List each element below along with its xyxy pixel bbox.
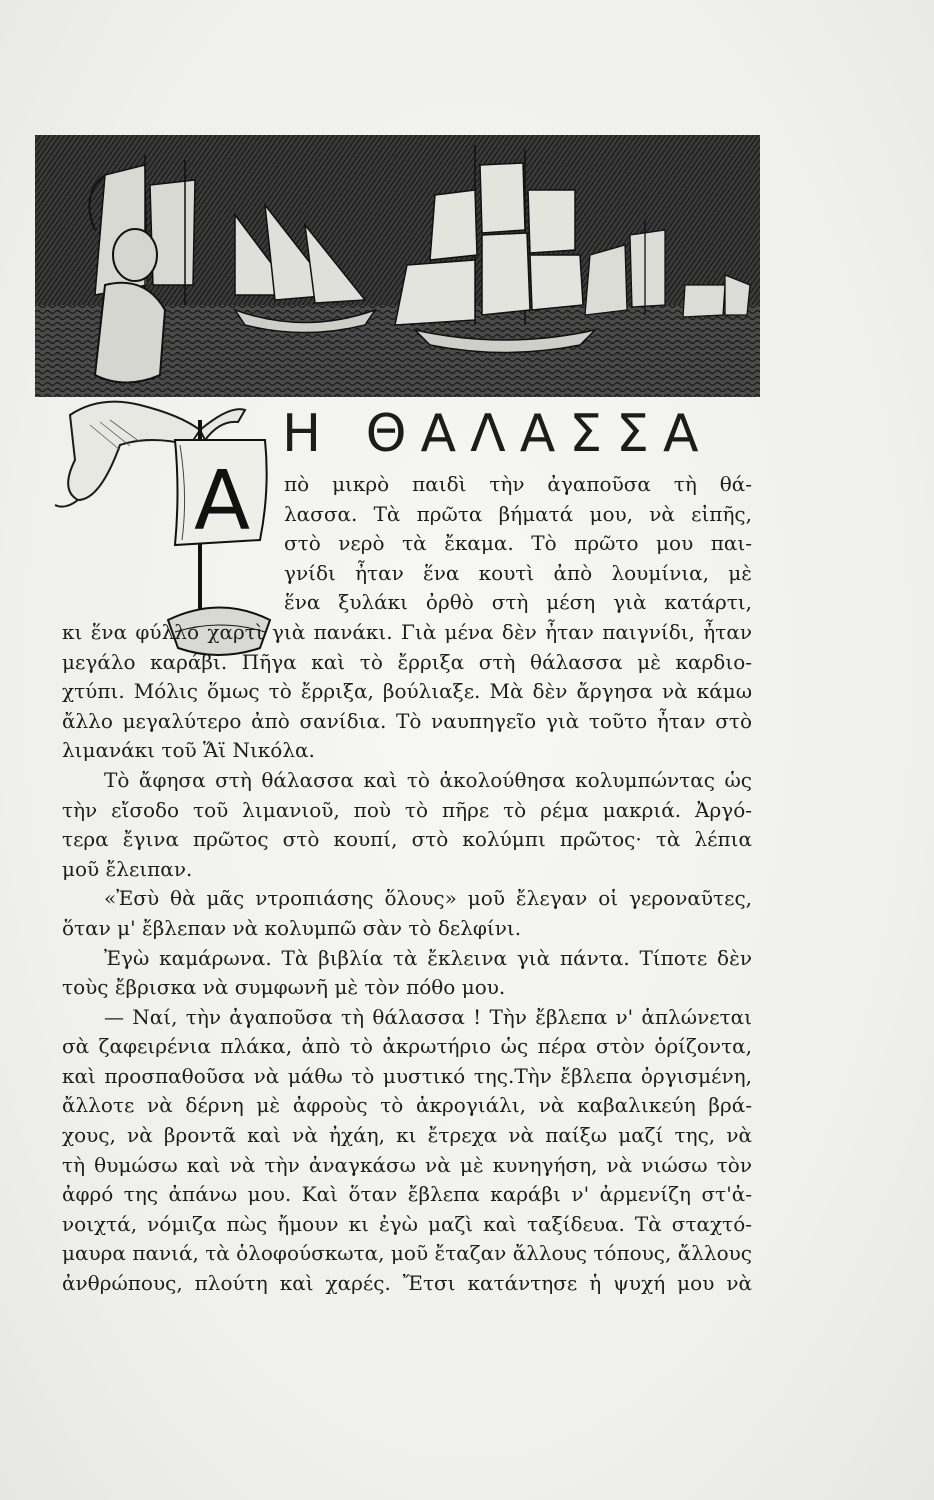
text-line: ἀνθρώπους, πλούτη καὶ χαρές. Ἔτσι κατάντησε ἡ ψυχή μου νὰ: [62, 1271, 752, 1296]
text-line: χους, νὰ βροντᾶ καὶ νὰ ἠχάη, κι ἔτρεχα νὰ παίξω μαζί της, νὰ: [62, 1123, 752, 1148]
text-line: κι ἕνα φύλλο χαρτὶ γιὰ πανάκι. Γιὰ μένα δὲν ἦταν παιγνίδι, ἦταν: [62, 619, 752, 644]
text-line: τοὺς ἔβρισκα νὰ συμφωνῆ μὲ τὸν πόθο μου.: [62, 975, 506, 1000]
text-line: ὅταν μ' ἔβλεπαν νὰ κολυμπῶ σὰν τὸ δελφίνι.: [62, 915, 522, 940]
text-line: στὸ νερὸ τὰ ἔκαμα. Τὸ πρῶτο μου παι-: [284, 531, 752, 556]
text-line: ἄλλο μεγαλύτερο ἀπὸ σανίδια. Τὸ ναυπηγεῖο γιὰ τοῦτο ἦταν στὸ: [62, 708, 752, 733]
text-line: ἄλλοτε νὰ δέρνη μὲ ἀφροὺς τὸ ἀκρογιάλι, νὰ καβαλικεύη βρά-: [62, 1093, 752, 1118]
text-line: τερα ἔγινα πρῶτος στὸ κουπί, στὸ κολύμπι πρῶτος· τὰ λέπια: [62, 827, 752, 852]
text-line: καὶ προσπαθοῦσα νὰ μάθω τὸ μυστικό της.Τὴν ἔβλεπα ὀργισμένη,: [62, 1063, 752, 1088]
text-line: ἀφρό της ἀπάνω μου. Καὶ ὅταν ἔβλεπα καράβι ν' ἀρμενίζη στ'ἀ-: [62, 1182, 752, 1207]
chapter-title: Η ΘΑΛΑΣΣΑ: [282, 404, 713, 464]
text-line: ἕνα ξυλάκι ὀρθὸ στὴ μέση γιὰ κατάρτι,: [284, 590, 752, 615]
text-line: — Ναί, τὴν ἀγαποῦσα τὴ θάλασσα ! Τὴν ἔβλεπα ν' ἁπλώνεται: [104, 1004, 752, 1029]
text-line: νοιχτά, νόμιζα πὼς ἤμουν κι ἐγὼ μαζὶ καὶ ταξίδευα. Τὰ σταχτό-: [62, 1211, 752, 1236]
text-line: μοῦ ἔλειπαν.: [62, 856, 193, 881]
dropcap-letter: Α: [193, 454, 251, 549]
body-text: [62, 470, 752, 1299]
text-line: μεγάλο καράβι. Πῆγα καὶ τὸ ἔρριξα στὴ θάλασσα μὲ καρδιο-: [62, 649, 752, 674]
text-line: πὸ μικρὸ παιδὶ τὴν ἀγαποῦσα τὴ θά-: [284, 472, 752, 496]
text-line: γνίδι ἦταν ἕνα κουτὶ ἀπὸ λουμίνια, μὲ: [284, 560, 752, 585]
text-line: τὴν εἴσοδο τοῦ λιμανιοῦ, ποὺ τὸ πῆρε τὸ ρέμα μακριά. Ἀργό-: [62, 797, 752, 822]
text-line: «Ἐσὺ θὰ μᾶς ντροπιάσης ὅλους» μοῦ ἔλεγαν οἱ γεροναῦτες,: [104, 886, 752, 911]
text-line: λιμανάκι τοῦ Ἅϊ Νικόλα.: [62, 738, 315, 763]
text-line: λασσα. Τὰ πρῶτα βήματά μου, νὰ εἰπῆς,: [284, 501, 752, 526]
text-line: τὴ θυμώσω καὶ νὰ τὴν ἀναγκάσω νὰ μὲ κυνηγήση, νὰ νιώσω τὸν: [62, 1152, 752, 1177]
text-line: μαυρα πανιά, τὰ ὁλοφούσκωτα, μοῦ ἔταζαν ἄλλους τόπους, ἄλλους: [62, 1241, 752, 1266]
text-line: σὰ ζαφειρένια πλάκα, ἀπὸ τὸ ἀκρωτήριο ὡς πέρα στὸν ὁρίζοντα,: [62, 1034, 752, 1059]
text-line: Ἐγὼ καμάρωνα. Τὰ βιβλία τὰ ἔκλεινα γιὰ πάντα. Τίποτε δὲν: [104, 945, 752, 970]
text-line: Τὸ ἄφησα στὴ θάλασσα καὶ τὸ ἀκολούθησα κολυμπώντας ὡς: [104, 767, 752, 792]
text-line: χτύπι. Μόλις ὅμως τὸ ἔρριξα, βούλιαξε. Μὰ δὲν ἄργησα νὰ κάμω: [62, 679, 752, 704]
